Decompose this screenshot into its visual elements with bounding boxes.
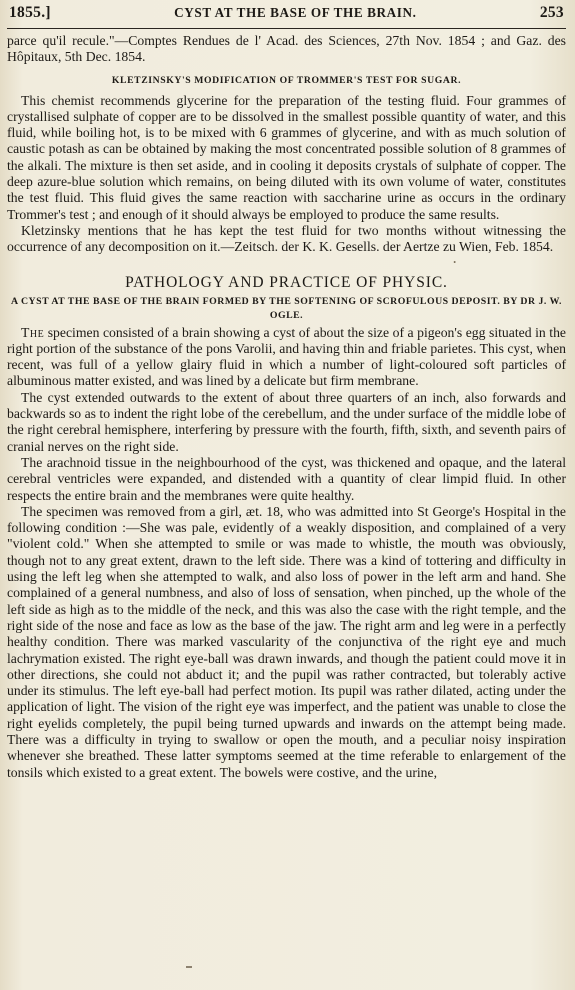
printer-mark [186, 966, 192, 968]
kletzinsky-paragraph-1: This chemist recommends glycerine for the preparation of the testing fluid. Four grammes of crystallised sulphate of copper are to be dissolved in the smallest possible quantity of water, and this fluid, while boiling hot, is to be mixed with 6 grammes of glycerine, and with as much solution of caustic potash as can be obtained by making the most concentrated possible solution of 8 grammes of the alkali. The mixture is then set aside, and in cooling it deposits crystals of sulphate of copper. The deep azure-blue solution which remains, on being diluted with its own volume of water, constitutes the test fluid. This fluid gives the same reaction with saccharine urine as occurs in the ordinary Trommer's test ; and enough of it should always be employed to produce the same results. [7, 92, 566, 222]
section-title: PATHOLOGY AND PRACTICE OF PHYSIC. [125, 273, 448, 291]
article-paragraph-1 [7, 325, 566, 390]
separator-ornament: • [453, 257, 456, 267]
section-subheading: KLETZINSKY'S MODIFICATION OF TROMMER'S TEST FOR SUGAR. [111, 74, 462, 86]
page-number: 253 [539, 4, 564, 21]
running-head-title: CYST AT THE BASE OF THE BRAIN. [174, 5, 417, 20]
kletzinsky-paragraph-2: Kletzinsky mentions that he has kept the test fluid for two months without witnessing the occurrence of any decomposition on it.—Zeitsch. der K. K. Gesells. der Aertze zu Wien, Feb. 1854. [7, 222, 566, 255]
citation-line: parce qu'il recule."—Comptes Rendues de l' Acad. des Sciences, 27th Nov. 1854 ; and Gaz. des Hôpitaux, 5th Dec. 1854. [7, 33, 566, 65]
article-caption: A CYST AT THE BASE OF THE BRAIN FORMED BY THE SOFTENING OF SCROFULOUS DEPOSIT. BY DR J. W. OGLE. [10, 295, 562, 321]
article-paragraph-4: The specimen was removed from a girl, æt. 18, who was admitted into St George's Hospital in the following condition :—She was pale, evidently of a weakly disposition, and complained of a very "violent cold." When she attempted to smile or was made to whistle, the mouth was obviously, though not to any great extent, drawn to the left side. There was a kind of tottering and difficulty in using the left leg when she attempted to walk, and also loss of power in the left arm and hand. She complained of a general numbness, and also of loss of sensation, when pinched, up the whole of the left side as high as to the middle of the neck, and this was also the case with the right temple, and the right side of the nose and face as low as the base of the jaw. The right arm and leg were in a perfectly healthy condition. There was marked vascularity of the conjunctiva of the right eye and much lachrymation existed. The right eye-ball was drawn inwards, and though the patient could move it in other directions, she could not abduct it; and the pupil was rather contracted, but tolerably active under its stimulus. The left eye-ball had perfect motion. Its pupil was rather dilated, acting under the application of light. The vision of the right eye was imperfect, and the patient was unable to close the right eyelids completely, the pupil being turned upwards and inwards on the attempt being made. There was a difficulty in trying to swallow or open the mouth, and a peculiar noisy inspiration whenever she breathed. These latter symptoms seemed at the time referable to enlargement of the tonsils which existed to a great extent. The bowels were costive, and the urine, [7, 503, 566, 780]
page-content [7, 4, 566, 781]
running-head [7, 4, 566, 29]
article-paragraph-1-text: specimen consisted of a brain showing a cyst of about the size of a pigeon's egg situated in the right portion of the substance of the pons Varolii, and having thin and friable parietes. This cyst, when recent, was full of a yellow glairy fluid in which a number of light-coloured soft particles of albuminous matter existed, and was lined by a delicate but firm membrane. [7, 324, 566, 389]
article-paragraph-2: The cyst extended outwards to the extent of about three quarters of an inch, also forwards and backwards so as to indent the right lobe of the cerebellum, and the under surface of the middle lobe of the right cerebral hemisphere, interfering by pressure with the fourth, fifth, sixth, and seventh pairs of cranial nerves on the right side. [7, 389, 566, 454]
running-head-year: 1855.] [9, 4, 51, 21]
article-lead-word: The [21, 324, 45, 340]
article-paragraph-3: The arachnoid tissue in the neighbourhood of the cyst, was thickened and opaque, and the lateral cerebral ventricles were expanded, and distended with a quantity of clear limpid fluid. In other respects the entire brain and the membranes were quite healthy. [7, 454, 566, 503]
